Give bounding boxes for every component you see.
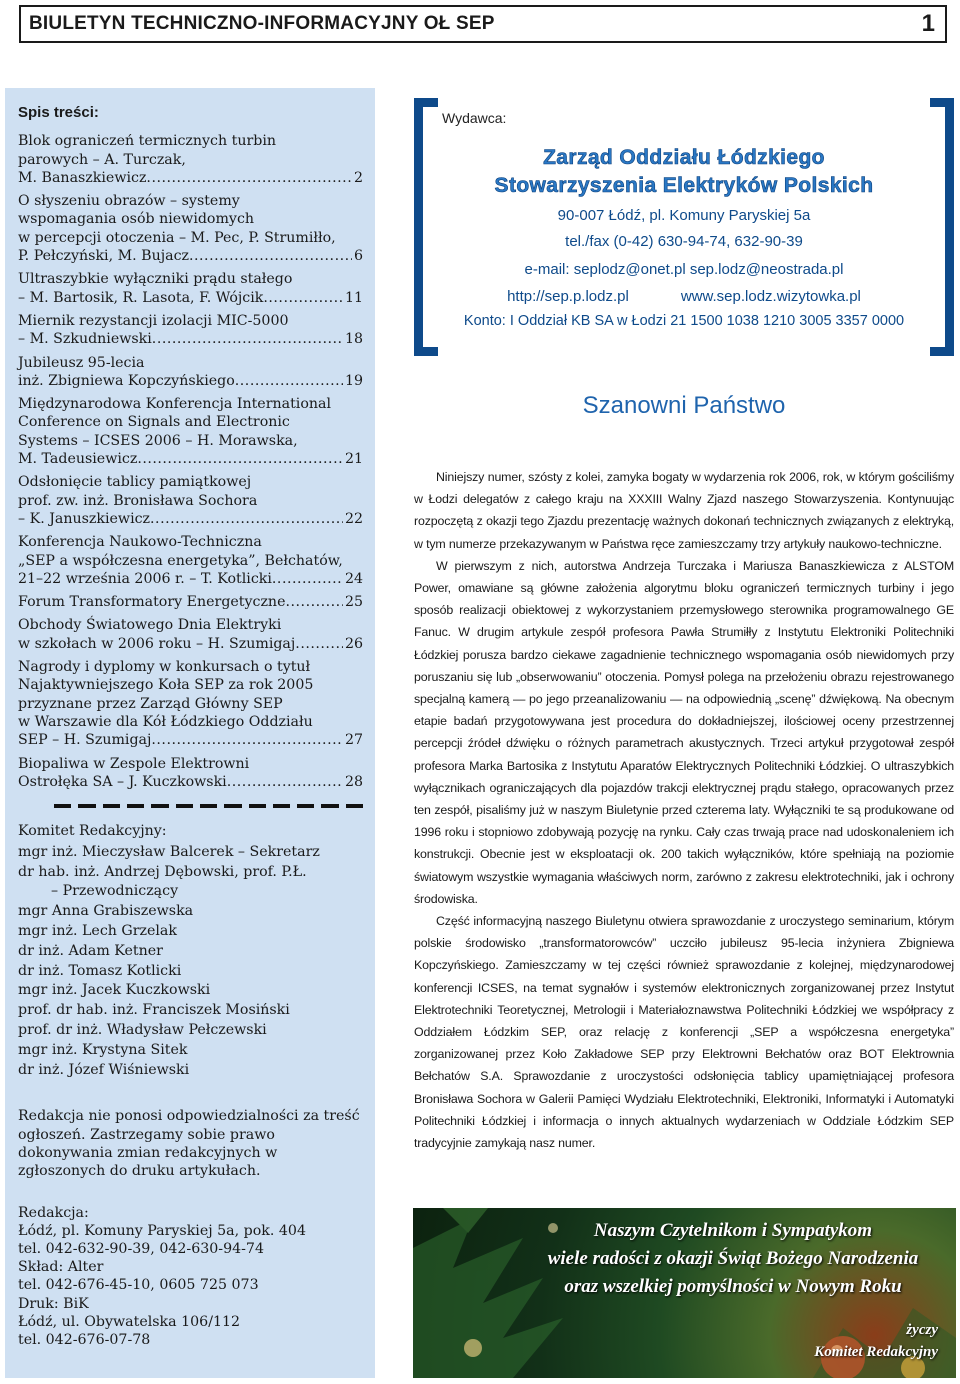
toc-page-number: 28 — [344, 773, 363, 790]
toc-dot-leader — [146, 169, 352, 187]
toc-dot-leader — [152, 330, 343, 348]
card-line-1: Naszym Czytelnikom i Sympatykom — [593, 1220, 873, 1241]
toc-entry-line: Systems – ICSES 2006 – H. Morawska, — [18, 432, 298, 449]
toc-entry-text: inż. Zbigniewa Kopczyńskiego — [18, 372, 235, 389]
committee-member: prof. dr inż. Władysław Pełczewski — [18, 1022, 267, 1039]
toc-entry-text: w szkołach w 2006 roku – H. Szumigaj — [18, 635, 296, 652]
toc-page-number: 6 — [353, 248, 363, 265]
toc-page-number: 2 — [353, 169, 363, 186]
toc-entry — [18, 192, 363, 265]
toc-entry-last-line — [18, 570, 363, 588]
toc-dot-leader — [263, 289, 343, 307]
toc-page-number: 11 — [344, 289, 363, 306]
toc-entry-line: Obchody Światowego Dnia Elektryki — [18, 617, 282, 634]
table-of-contents — [18, 132, 363, 791]
toc-entry-line: O słyszeniu obrazów – systemy — [18, 193, 240, 210]
toc-entry-last-line — [18, 593, 363, 611]
contact-line: tel. 042-676-45-10, 0605 725 073 — [18, 1277, 259, 1294]
publisher-phone: tel./fax (0-42) 630-94-74, 632-90-39 — [565, 233, 803, 250]
committee-member: dr hab. inż. Andrzej Dębowski, prof. P.Ł. — [18, 863, 307, 880]
publisher-name-line2: Stowarzyszenia Elektryków Polskich — [494, 174, 874, 197]
toc-entry-last-line — [18, 330, 363, 348]
committee-member: mgr inż. Jacek Kuczkowski — [18, 982, 211, 999]
toc-dot-leader — [137, 450, 343, 468]
toc-entry-line: Conference on Signals and Electronic — [18, 414, 290, 431]
card-line-3: oraz wszelkiej pomyślności w Nowym Roku — [564, 1276, 902, 1297]
committee-member: dr inż. Adam Ketner — [18, 942, 163, 959]
toc-entry-line: „SEP a współczesna energetyka”, Bełchatów, — [18, 552, 343, 569]
toc-entry — [18, 658, 363, 749]
left-column — [5, 88, 375, 1378]
toc-entry-text: Ostrołęka SA – J. Kuczkowski — [18, 773, 227, 790]
toc-dot-leader — [150, 510, 343, 528]
toc-page-number: 21 — [344, 451, 363, 468]
toc-entry-text: 21–22 września 2006 r. – T. Kotlicki — [18, 570, 272, 587]
toc-entry-last-line — [18, 510, 363, 528]
card-signature: Komitet Redakcyjny — [814, 1344, 938, 1360]
toc-page-number: 18 — [344, 331, 363, 348]
publisher-name-line1: Zarząd Oddziału Łódzkiego — [543, 146, 825, 169]
publisher-label: Wydawca: — [442, 110, 507, 126]
committee-member: mgr inż. Mieczysław Balcerek – Sekretarz — [18, 843, 320, 860]
committee-member: prof. dr hab. inż. Franciszek Mosiński — [18, 1002, 290, 1019]
toc-entry-last-line — [18, 372, 363, 390]
letter-greeting: Szanowni Państwo — [582, 392, 786, 419]
toc-page-number: 25 — [344, 594, 363, 611]
website-link[interactable]: http://sep.p.lodz.pl — [507, 288, 629, 305]
contact-line: Druk: BiK — [18, 1295, 89, 1312]
toc-dot-leader — [295, 635, 343, 653]
committee-heading: Komitet Redakcyjny: — [18, 823, 167, 840]
toc-page-number: 27 — [344, 732, 363, 749]
toc-page-number: 22 — [344, 510, 363, 527]
dashed-divider — [54, 804, 363, 808]
toc-entry-text: – K. Januszkiewicz — [18, 510, 151, 527]
contact-line: Łódź, pl. Komuny Paryskiej 5a, pok. 404 — [18, 1222, 306, 1239]
page-number: 1 — [921, 10, 935, 37]
editorial-letter — [414, 466, 954, 1154]
toc-entry-text: P. Pełczyński, M. Bujacz — [18, 248, 189, 265]
contact-line: Skład: Alter — [18, 1259, 104, 1276]
contact-line: Redakcja: — [18, 1204, 89, 1221]
toc-entry — [18, 354, 363, 391]
page-header — [19, 5, 947, 43]
toc-entry-line: Biopaliwa w Zespole Elektrowni — [18, 755, 250, 772]
committee-member: dr inż. Tomasz Kotlicki — [18, 962, 182, 979]
toc-dot-leader — [285, 593, 342, 611]
toc-entry-line: w percepcji otoczenia – M. Pec, P. Strumiłło, — [18, 229, 336, 246]
toc-entry — [18, 593, 363, 611]
toc-entry-last-line — [18, 169, 363, 187]
committee-member: dr inż. Józef Wiśniewski — [18, 1061, 190, 1078]
toc-entry-last-line — [18, 289, 363, 307]
toc-entry-line: w Warszawie dla Kół Łódzkiego Oddziału — [18, 713, 313, 730]
toc-dot-leader — [189, 247, 352, 265]
toc-entry-last-line — [18, 731, 363, 749]
disclaimer: Redakcja nie ponosi odpowiedzialności za treść ogłoszeń. Zastrzegamy sobie prawo dokonywania zmian redakcyjnych w zgłoszonych do druku artykułach. — [18, 1108, 360, 1180]
toc-entry-text: M. Tadeusiewicz — [18, 451, 138, 468]
toc-entry-line: Jubileusz 95-lecia — [18, 354, 145, 371]
toc-entry-text: M. Banaszkiewicz — [18, 169, 147, 186]
toc-entry-line: Nagrody i dyplomy w konkursach o tytuł — [18, 659, 311, 676]
toc-entry — [18, 270, 363, 307]
toc-dot-leader — [235, 372, 343, 390]
toc-entry-last-line — [18, 247, 363, 265]
toc-entry-line: Najaktywniejszego Koła SEP za rok 2005 — [18, 677, 314, 694]
card-signature-verb: życzy — [906, 1322, 938, 1338]
committee-member: mgr inż. Lech Grzelak — [18, 923, 177, 940]
toc-entry-line: Międzynarodowa Konferencja International — [18, 396, 331, 413]
toc-entry-text: Forum Transformatory Energetyczne — [18, 594, 286, 611]
toc-entry-line: wspomagania osób niewidomych — [18, 211, 255, 228]
toc-entry-line: Odsłonięcie tablicy pamiątkowej — [18, 474, 252, 491]
toc-page-number: 26 — [344, 635, 363, 652]
publisher-websites — [414, 288, 954, 305]
toc-entry-line: Ultraszybkie wyłączniki prądu stałego — [18, 271, 293, 288]
toc-page-number: 24 — [344, 570, 363, 587]
toc-entry-last-line — [18, 773, 363, 791]
toc-entry — [18, 755, 363, 792]
letter-paragraph: Niniejszy numer, szósty z kolei, zamyka bogaty w wydarzenia rok 2006, rok, w którym gościliśmy w Łodzi delegatów z całego kraju na XXXIII Walny Zjazd naszego Stowarzyszenia. Kontynuując rozpoczętą z okazji tego Zjazdu prezentację ważnych dokonań technicznych związanych z elektryką, w tym numerze przekazywanym w Państwa ręce zamieszczamy trzy artykuły naukowo-techniczne. — [414, 470, 954, 551]
toc-entry-line: przyznane przez Zarząd Główny SEP — [18, 695, 283, 712]
toc-dot-leader — [227, 773, 343, 791]
toc-dot-leader — [151, 731, 343, 749]
toc-dot-leader — [272, 570, 343, 588]
letter-paragraph: Część informacyjną naszego Biuletynu otwiera sprawozdanie z uroczystego seminarium, którym polskie środowisko „transformatorowców” uczciło jubileusz 95-lecia inżyniera Zbigniewa Kopczyńskiego. Zamieszczamy w tej części również sprawozdanie z kolejnej, międzynarodowej konferencji ICSES, na temat sygnałów i systemów elektronicznych zorganizowanej przez Instytut Elektrotechniki Teoretycznej, Metrologii i Materiałoznawstwa Politechniki Łódzkiej we współpracy z Oddziałem Łódzkim SEP, oraz relację z konferencji „SEP a współczesna energetyka” zorganizowanej przez Koło Zakładowe SEP przy Elektrowni Bełchatów oraz BOT Elektrownia Bełchatów S.A. Sprawozdanie z uroczystości odsłonięcia tablicy upamiętniającej profesora Bronisława Sochora w Galerii Pamięci Wydziału Elektrotechniki, Elektroniki, Informatyki i Automatyki Politechniki Łódzkiej i informacja o innych aktualnych wydarzeniach w Oddziale Łódzkim SEP tradycyjnie zamykają nasz numer. — [414, 914, 954, 1151]
publisher-account: Konto: I Oddział KB SA w Łodzi 21 1500 1038 1210 3005 3357 0000 — [463, 313, 905, 329]
committee-member: mgr Anna Grabiszewska — [18, 903, 194, 920]
toc-entry — [18, 132, 363, 187]
toc-entry-last-line — [18, 635, 363, 653]
toc-entry — [18, 395, 363, 468]
committee-member: – Przewodniczący — [51, 883, 179, 900]
toc-page-number: 19 — [344, 372, 363, 389]
committee-member: mgr inż. Krystyna Sitek — [18, 1041, 188, 1058]
editorial-contact — [18, 1204, 363, 1350]
publisher-box — [414, 98, 954, 360]
toc-entry-line: Miernik rezystancji izolacji MIC-5000 — [18, 312, 289, 329]
bulletin-title: BIULETYN TECHNICZNO-INFORMACYJNY OŁ SEP — [29, 13, 495, 34]
toc-heading: Spis treści: — [18, 104, 99, 121]
toc-entry — [18, 473, 363, 528]
publisher-email: e-mail: seplodz@onet.pl sep.lodz@neostrada.pl — [524, 261, 844, 278]
toc-entry — [18, 533, 363, 588]
toc-entry-line: Blok ograniczeń termicznych turbin — [18, 133, 277, 150]
publisher-address: 90-007 Łódź, pl. Komuny Paryskiej 5a — [557, 207, 811, 224]
toc-entry-text: SEP – H. Szumigaj — [18, 732, 152, 749]
editorial-committee — [18, 822, 363, 1080]
website-link[interactable]: www.sep.lodz.wizytowka.pl — [680, 288, 861, 305]
toc-entry-text: – M. Bartosik, R. Lasota, F. Wójcik — [18, 289, 264, 306]
toc-entry-text: – M. Szkudniewski — [18, 331, 152, 348]
toc-entry — [18, 616, 363, 653]
letter-paragraph: W pierwszym z nich, autorstwa Andrzeja Turczaka i Mariusza Banaszkiewicza z ALSTOM Power, omawiane są główne założenia algorytmu bloku ograniczeń termicznych turbiny i jego sposób realizacji obiektowej z wykorzystaniem przemysłowego sterownika programowalnego GE Fanuc. W drugim artykule zespół profesora Pawła Strumiłły z Instytutu Elektroniki Politechniki Łódzkiej porusza bardzo ciekawe zagadnienie technicznego wspomagania osób niewidomych przy poruszaniu się lub „obserwowaniu” otoczenia. Pomysł polega na przełożeniu obrazu rejestrowanego specjalną kamerą — po jego przeanalizowaniu — na odpowiednią „scenę” dźwiękową. Na obecnym etapie badań przygotowywana jest procedura do dokładniejszej, ilościowej oceny przestrzennej percepcji źródeł dźwięku o różnych parametrach akustycznych. Trzeci artykuł przygotował zespół profesora Marka Bartosika z Instytutu Aparatów Elektrycznych Politechniki Łódzkiej. O ultraszybkich wyłącznikach ograniczających dla pojazdów trakcji elektrycznej prądu stałego, opracowanych przez ten zespół, pisaliśmy już w naszym Biuletynie przed czterema laty. Wyłączniki te są produkowane od 1996 roku i stopniowo zdobywają pozycję na rynku. Cały czas trwają prace nad udoskonaleniem ich konstrukcji. Obecnie jest w eksploatacji ok. 200 takich wyłączników, które spełniają na poziomie światowym wszystkie wymagania właściwych norm, zarówno z zakresu elektrotechniki, jak i ochrony środowiska. — [414, 558, 954, 906]
toc-entry-line: parowych – A. Turczak, — [18, 151, 186, 168]
toc-entry — [18, 312, 363, 349]
toc-entry-line: Konferencja Naukowo-Techniczna — [18, 534, 262, 551]
contact-line: tel. 042-676-07-78 — [18, 1332, 151, 1349]
contact-line: Łódź, ul. Obywatelska 106/112 — [18, 1313, 241, 1330]
contact-line: tel. 042-632-90-39, 042-630-94-74 — [18, 1241, 264, 1258]
season-greeting-card — [413, 1208, 956, 1378]
card-line-2: wiele radości z okazji Świąt Bożego Narodzenia — [547, 1248, 919, 1269]
toc-entry-line: prof. zw. inż. Bronisława Sochora — [18, 492, 258, 509]
toc-entry-last-line — [18, 450, 363, 468]
